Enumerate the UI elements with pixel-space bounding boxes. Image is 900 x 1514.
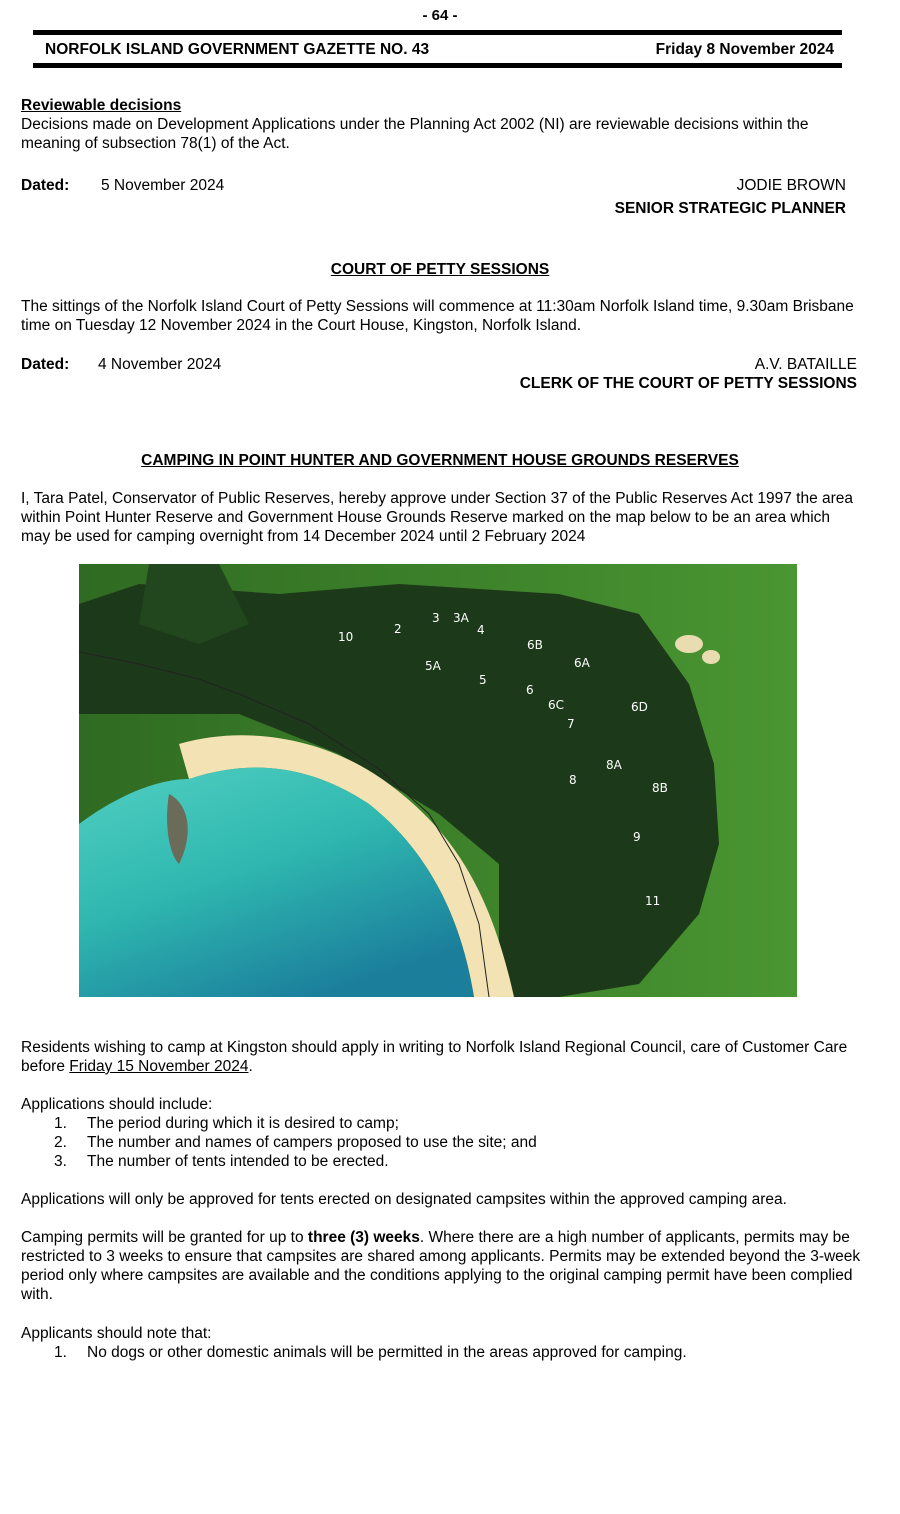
gazette-header: [45, 40, 834, 59]
permit-duration: three (3) weeks: [307, 1229, 420, 1246]
signature-block: [615, 176, 846, 218]
site-label: 8A: [606, 758, 622, 772]
site-label: 8: [569, 773, 577, 787]
dated-value: 5 November 2024: [101, 177, 225, 194]
site-label: 11: [645, 894, 661, 908]
list-item: 3. The number of tents intended to be erected.: [54, 1153, 389, 1170]
note-section: [21, 1324, 861, 1362]
site-label: 10: [338, 630, 354, 644]
dated-label: Dated:: [21, 177, 70, 194]
court-text: The sittings of the Norfolk Island Court of Petty Sessions will commence at 11:30am Norfolk Island time, 9.30am Brisbane time on Tuesday 12 November 2024 in the Court House, Kingston, Norfolk Island.: [21, 298, 854, 334]
permit-paragraph: Camping permits will be granted for up to three (3) weeks. Where there are a high number of applicants, permits may be restricted to 3 weeks to ensure that campsites are shared among applicants. Permits may be extended beyond the 3-week period only where campsites are available and the conditions applying to the original camping permit have been complied with.: [21, 1229, 861, 1303]
site-label: 3: [432, 611, 440, 625]
site-label: 4: [477, 623, 485, 637]
site-label: 6C: [548, 698, 565, 712]
list-item: 1. The period during which it is desired to camp;: [54, 1115, 399, 1132]
reviewable-heading: Reviewable decisions: [21, 97, 182, 114]
page-number: - 64 -: [422, 7, 458, 24]
site-label: 6B: [527, 638, 543, 652]
list-item: 2. The number and names of campers proposed to use the site; and: [54, 1134, 537, 1151]
include-list: [21, 1114, 861, 1171]
site-label: 6: [526, 683, 534, 697]
signer-name: A.V. BATAILLE: [754, 356, 857, 373]
dated-value: 4 November 2024: [98, 356, 222, 373]
camping-heading: CAMPING IN POINT HUNTER AND GOVERNMENT HOUSE GROUNDS RESERVES: [141, 452, 739, 469]
gazette-title: NORFOLK ISLAND GOVERNMENT GAZETTE NO. 43: [45, 41, 430, 58]
site-label: 6A: [574, 656, 590, 670]
note-list: [21, 1343, 861, 1362]
include-intro: Applications should include:: [21, 1096, 213, 1113]
site-label: 8B: [652, 781, 668, 795]
apply-deadline: Friday 15 November 2024: [69, 1058, 249, 1075]
site-label: 5A: [425, 659, 441, 673]
aerial-photo: [79, 564, 797, 997]
signer-name: JODIE BROWN: [736, 177, 846, 194]
site-label: 5: [479, 673, 487, 687]
reviewable-section: [21, 96, 861, 153]
note-intro: Applicants should note that:: [21, 1325, 212, 1342]
signer-title: CLERK OF THE COURT OF PETTY SESSIONS: [519, 375, 857, 392]
court-heading: COURT OF PETTY SESSIONS: [330, 261, 550, 278]
camping-area-map: [79, 564, 797, 997]
camping-text: I, Tara Patel, Conservator of Public Reserves, hereby approve under Section 37 of the Public Reserves Act 1997 the area within Point Hunter Reserve and Government House Grounds Reserve marked on the map below to be an area which may be used for camping overnight from 14 December 2024 until 2 February 2024: [21, 490, 854, 545]
signer-title: SENIOR STRATEGIC PLANNER: [614, 200, 846, 217]
site-label: 6D: [631, 700, 648, 714]
bunker: [702, 650, 720, 664]
header-rule-bottom: [33, 63, 842, 68]
site-label: 3A: [453, 611, 469, 625]
apply-paragraph: [21, 1038, 861, 1076]
gazette-date: Friday 8 November 2024: [655, 41, 834, 58]
bunker: [675, 635, 703, 653]
apply-text: Residents wishing to camp at Kingston should apply in writing to Norfolk Island Regional Council, care of Customer Care before: [21, 1039, 848, 1075]
reviewable-text: Decisions made on Development Applications under the Planning Act 2002 (NI) are reviewable decisions within the meaning of subsection 78(1) of the Act.: [21, 116, 809, 152]
apply-end: .: [248, 1058, 253, 1075]
site-label: 7: [567, 717, 575, 731]
header-rule-top: [33, 30, 842, 35]
dated-label: Dated:: [21, 356, 70, 373]
approval-text: Applications will only be approved for tents erected on designated campsites within the approved camping area.: [21, 1191, 787, 1208]
list-item: 1. No dogs or other domestic animals will be permitted in the areas approved for camping.: [54, 1344, 687, 1361]
site-label: 9: [633, 830, 641, 844]
signature-block: [520, 355, 857, 393]
site-label: 2: [394, 622, 402, 636]
include-section: [21, 1095, 861, 1171]
